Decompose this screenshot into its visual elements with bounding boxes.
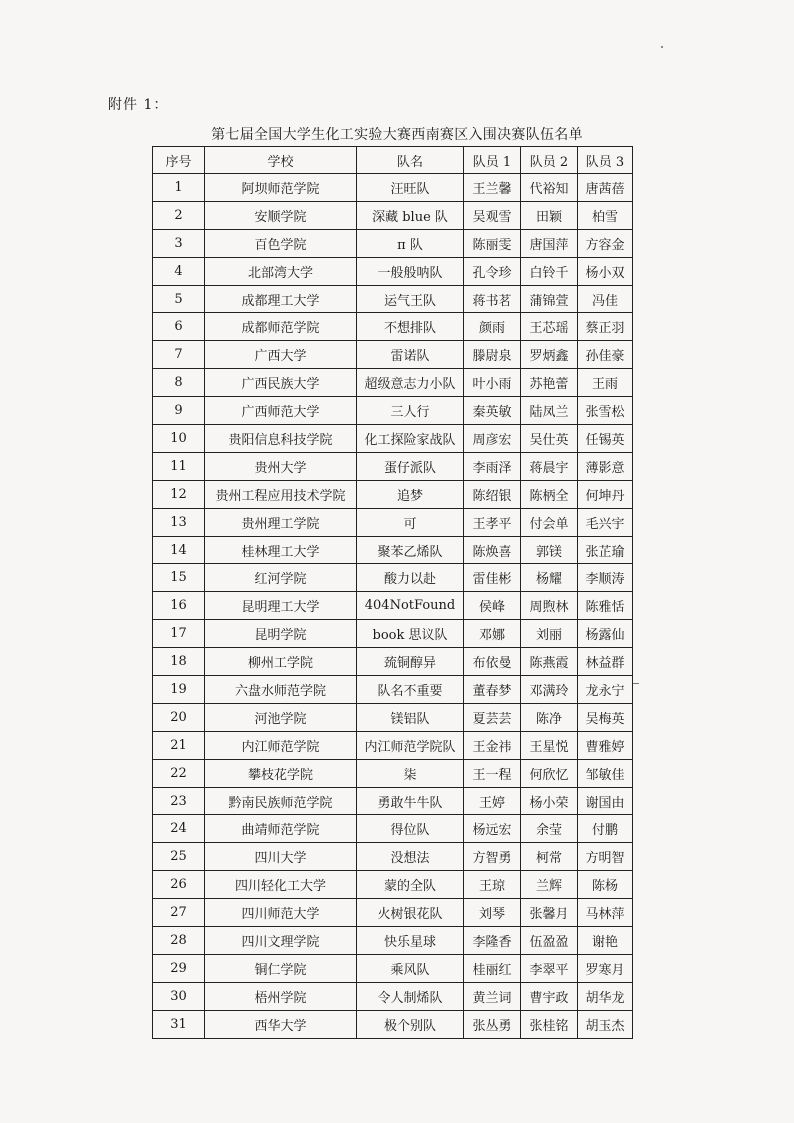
- cell-team: 蒙的全队: [357, 871, 464, 899]
- cell-member-2: 郭镁: [521, 536, 578, 564]
- cell-team: 雷诺队: [357, 341, 464, 369]
- cell-member-3: 方明智: [578, 843, 633, 871]
- table-row: [153, 731, 633, 759]
- table-row: [153, 397, 633, 425]
- cell-team: 得位队: [357, 815, 464, 843]
- cell-number: 2: [153, 201, 205, 229]
- header-team: 队名: [357, 147, 464, 174]
- cell-team: 镁铝队: [357, 703, 464, 731]
- cell-member-3: 方容金: [578, 229, 633, 257]
- cell-member-3: 邹敏佳: [578, 759, 633, 787]
- cell-school: 西华大学: [205, 1010, 357, 1038]
- cell-school: 梧州学院: [205, 982, 357, 1010]
- cell-school: 广西大学: [205, 341, 357, 369]
- cell-number: 22: [153, 759, 205, 787]
- cell-school: 攀枝花学院: [205, 759, 357, 787]
- cell-member-2: 刘丽: [521, 620, 578, 648]
- table-row: [153, 313, 633, 341]
- table-row: [153, 257, 633, 285]
- cell-member-3: 何坤丹: [578, 480, 633, 508]
- cell-school: 广西师范大学: [205, 397, 357, 425]
- cell-member-1: 王琼: [464, 871, 521, 899]
- cell-school: 红河学院: [205, 564, 357, 592]
- cell-school: 贵州工程应用技术学院: [205, 480, 357, 508]
- cell-member-2: 柯常: [521, 843, 578, 871]
- cell-member-2: 唐国萍: [521, 229, 578, 257]
- cell-team: 聚苯乙烯队: [357, 536, 464, 564]
- cell-member-3: 李顺涛: [578, 564, 633, 592]
- cell-team: 勇敢牛牛队: [357, 787, 464, 815]
- table-row: [153, 899, 633, 927]
- cell-member-3: 薄影意: [578, 452, 633, 480]
- table-row: [153, 285, 633, 313]
- cell-team: 深藏 blue 队: [357, 201, 464, 229]
- cell-number: 30: [153, 982, 205, 1010]
- cell-team: 巯铜醇异: [357, 648, 464, 676]
- cell-number: 14: [153, 536, 205, 564]
- cell-member-3: 任锡英: [578, 425, 633, 453]
- cell-member-2: 蒋晨宇: [521, 452, 578, 480]
- table-row: [153, 1010, 633, 1038]
- cell-member-2: 兰辉: [521, 871, 578, 899]
- cell-number: 9: [153, 397, 205, 425]
- cell-school: 北部湾大学: [205, 257, 357, 285]
- cell-team: π 队: [357, 229, 464, 257]
- cell-member-1: 王孝平: [464, 508, 521, 536]
- cell-team: 404NotFound: [357, 592, 464, 620]
- cell-member-3: 曹雅婷: [578, 731, 633, 759]
- cell-school: 昆明学院: [205, 620, 357, 648]
- cell-member-1: 张丛勇: [464, 1010, 521, 1038]
- cell-member-2: 白铃千: [521, 257, 578, 285]
- table-row: [153, 536, 633, 564]
- cell-member-3: 付鹏: [578, 815, 633, 843]
- table-row: [153, 759, 633, 787]
- cell-school: 成都理工大学: [205, 285, 357, 313]
- table-header-row: [153, 147, 633, 174]
- attachment-label: 附件 1：: [108, 97, 169, 113]
- cell-team: 超级意志力小队: [357, 369, 464, 397]
- cell-member-3: 陈雅恬: [578, 592, 633, 620]
- document-title: 第七届全国大学生化工实验大赛西南赛区入围决赛队伍名单: [211, 127, 583, 143]
- cell-member-3: 蔡正羽: [578, 313, 633, 341]
- cell-school: 曲靖师范学院: [205, 815, 357, 843]
- table-row: [153, 843, 633, 871]
- cell-school: 柳州工学院: [205, 648, 357, 676]
- cell-number: 8: [153, 369, 205, 397]
- cell-school: 河池学院: [205, 703, 357, 731]
- cell-member-1: 刘琴: [464, 899, 521, 927]
- cell-school: 贵州大学: [205, 452, 357, 480]
- cell-team: 队名不重要: [357, 676, 464, 704]
- cell-member-1: 王一程: [464, 759, 521, 787]
- cell-member-2: 苏艳蕾: [521, 369, 578, 397]
- cell-number: 23: [153, 787, 205, 815]
- cell-member-1: 董春梦: [464, 676, 521, 704]
- cell-member-2: 曹宇政: [521, 982, 578, 1010]
- cell-member-1: 桂丽红: [464, 954, 521, 982]
- cell-member-2: 罗炳鑫: [521, 341, 578, 369]
- cell-member-1: 周彦宏: [464, 425, 521, 453]
- cell-school: 广西民族大学: [205, 369, 357, 397]
- cell-member-1: 蒋书茗: [464, 285, 521, 313]
- cell-member-1: 秦英敏: [464, 397, 521, 425]
- cell-school: 四川师范大学: [205, 899, 357, 927]
- cell-member-1: 杨远宏: [464, 815, 521, 843]
- cell-school: 六盘水师范学院: [205, 676, 357, 704]
- cell-member-2: 伍盈盈: [521, 927, 578, 955]
- cell-team: 可: [357, 508, 464, 536]
- cell-number: 29: [153, 954, 205, 982]
- cell-member-2: 邓满玲: [521, 676, 578, 704]
- cell-member-3: 胡华龙: [578, 982, 633, 1010]
- cell-member-1: 王金祎: [464, 731, 521, 759]
- cell-school: 安顺学院: [205, 201, 357, 229]
- table-row: [153, 703, 633, 731]
- cell-member-2: 代裕知: [521, 174, 578, 202]
- cell-school: 贵州理工学院: [205, 508, 357, 536]
- header-member-1: 队员 1: [464, 147, 521, 174]
- cell-member-1: 王婷: [464, 787, 521, 815]
- table-row: [153, 369, 633, 397]
- cell-member-2: 杨耀: [521, 564, 578, 592]
- cell-number: 27: [153, 899, 205, 927]
- cell-team: 一般般呐队: [357, 257, 464, 285]
- cell-member-2: 张桂铭: [521, 1010, 578, 1038]
- cell-member-1: 夏芸芸: [464, 703, 521, 731]
- cell-member-2: 陈燕霞: [521, 648, 578, 676]
- header-number: 序号: [153, 147, 205, 174]
- table-row: [153, 592, 633, 620]
- cell-member-3: 谢艳: [578, 927, 633, 955]
- cell-school: 成都师范学院: [205, 313, 357, 341]
- table-row: [153, 676, 633, 704]
- cell-number: 12: [153, 480, 205, 508]
- cell-member-1: 滕尉泉: [464, 341, 521, 369]
- cell-member-2: 田颖: [521, 201, 578, 229]
- cell-member-3: 龙永宁: [578, 676, 633, 704]
- cell-member-2: 杨小荣: [521, 787, 578, 815]
- cell-member-3: 胡玉杰: [578, 1010, 633, 1038]
- cell-member-3: 王雨: [578, 369, 633, 397]
- cell-team: 令人制烯队: [357, 982, 464, 1010]
- cell-team: 火树银花队: [357, 899, 464, 927]
- cell-team: 乘风队: [357, 954, 464, 982]
- table-row: [153, 508, 633, 536]
- cell-member-3: 杨露仙: [578, 620, 633, 648]
- table-body: [153, 174, 633, 1039]
- cell-member-2: 陈净: [521, 703, 578, 731]
- cell-member-3: 冯佳: [578, 285, 633, 313]
- scan-mark: [633, 683, 639, 684]
- cell-member-1: 陈焕喜: [464, 536, 521, 564]
- cell-school: 桂林理工大学: [205, 536, 357, 564]
- cell-team: 蛋仔派队: [357, 452, 464, 480]
- cell-team: 没想法: [357, 843, 464, 871]
- cell-member-2: 王星悦: [521, 731, 578, 759]
- cell-number: 25: [153, 843, 205, 871]
- cell-member-1: 颜雨: [464, 313, 521, 341]
- table-row: [153, 564, 633, 592]
- cell-member-1: 叶小雨: [464, 369, 521, 397]
- cell-number: 16: [153, 592, 205, 620]
- cell-member-1: 陈绍银: [464, 480, 521, 508]
- cell-member-3: 毛兴宇: [578, 508, 633, 536]
- cell-member-1: 布依曼: [464, 648, 521, 676]
- cell-member-2: 何欣忆: [521, 759, 578, 787]
- cell-school: 四川文理学院: [205, 927, 357, 955]
- table-row: [153, 954, 633, 982]
- cell-member-3: 杨小双: [578, 257, 633, 285]
- table-row: [153, 787, 633, 815]
- cell-member-1: 吴观雪: [464, 201, 521, 229]
- table-row: [153, 815, 633, 843]
- cell-member-1: 黄兰词: [464, 982, 521, 1010]
- cell-number: 7: [153, 341, 205, 369]
- cell-member-3: 林益群: [578, 648, 633, 676]
- cell-number: 5: [153, 285, 205, 313]
- cell-number: 10: [153, 425, 205, 453]
- header-member-2: 队员 2: [521, 147, 578, 174]
- cell-number: 11: [153, 452, 205, 480]
- cell-team: 极个别队: [357, 1010, 464, 1038]
- cell-member-2: 陆凤兰: [521, 397, 578, 425]
- cell-number: 15: [153, 564, 205, 592]
- cell-number: 13: [153, 508, 205, 536]
- cell-member-1: 侯峰: [464, 592, 521, 620]
- cell-team: 汪旺队: [357, 174, 464, 202]
- cell-member-1: 雷佳彬: [464, 564, 521, 592]
- cell-member-1: 陈丽雯: [464, 229, 521, 257]
- cell-member-2: 付会单: [521, 508, 578, 536]
- header-school: 学校: [205, 147, 357, 174]
- cell-member-1: 王兰馨: [464, 174, 521, 202]
- cell-member-2: 张馨月: [521, 899, 578, 927]
- cell-number: 19: [153, 676, 205, 704]
- cell-number: 20: [153, 703, 205, 731]
- cell-school: 四川大学: [205, 843, 357, 871]
- table-row: [153, 480, 633, 508]
- cell-team: 酸力以赴: [357, 564, 464, 592]
- cell-team: 三人行: [357, 397, 464, 425]
- cell-member-2: 李翠平: [521, 954, 578, 982]
- table-row: [153, 620, 633, 648]
- table-row: [153, 927, 633, 955]
- cell-team: 化工探险家战队: [357, 425, 464, 453]
- table-row: [153, 982, 633, 1010]
- cell-team: 追梦: [357, 480, 464, 508]
- table-row: [153, 425, 633, 453]
- table-row: [153, 229, 633, 257]
- cell-number: 26: [153, 871, 205, 899]
- cell-school: 百色学院: [205, 229, 357, 257]
- cell-team: 柒: [357, 759, 464, 787]
- cell-member-1: 方智勇: [464, 843, 521, 871]
- cell-member-2: 吴仕英: [521, 425, 578, 453]
- cell-school: 四川轻化工大学: [205, 871, 357, 899]
- cell-member-3: 张芷瑜: [578, 536, 633, 564]
- table-row: [153, 341, 633, 369]
- cell-number: 17: [153, 620, 205, 648]
- table-row: [153, 201, 633, 229]
- cell-number: 4: [153, 257, 205, 285]
- header-member-3: 队员 3: [578, 147, 633, 174]
- cell-member-3: 张雪松: [578, 397, 633, 425]
- cell-team: 运气王队: [357, 285, 464, 313]
- cell-member-3: 柏雪: [578, 201, 633, 229]
- cell-member-1: 李雨泽: [464, 452, 521, 480]
- cell-member-1: 邓娜: [464, 620, 521, 648]
- cell-number: 1: [153, 174, 205, 202]
- cell-team: 不想排队: [357, 313, 464, 341]
- table-row: [153, 871, 633, 899]
- cell-number: 3: [153, 229, 205, 257]
- cell-number: 31: [153, 1010, 205, 1038]
- cell-member-2: 陈柄全: [521, 480, 578, 508]
- cell-school: 内江师范学院: [205, 731, 357, 759]
- cell-member-2: 周煦林: [521, 592, 578, 620]
- cell-member-1: 孔令珍: [464, 257, 521, 285]
- cell-number: 6: [153, 313, 205, 341]
- cell-number: 18: [153, 648, 205, 676]
- cell-team: book 思议队: [357, 620, 464, 648]
- cell-member-1: 李隆香: [464, 927, 521, 955]
- table-row: [153, 648, 633, 676]
- cell-team: 内江师范学院队: [357, 731, 464, 759]
- table-row: [153, 452, 633, 480]
- cell-team: 快乐星球: [357, 927, 464, 955]
- cell-school: 昆明理工大学: [205, 592, 357, 620]
- cell-member-3: 陈杨: [578, 871, 633, 899]
- finalist-teams-table: [152, 146, 633, 1039]
- cell-school: 黔南民族师范学院: [205, 787, 357, 815]
- cell-member-3: 罗寒月: [578, 954, 633, 982]
- table-row: [153, 174, 633, 202]
- cell-member-3: 马林萍: [578, 899, 633, 927]
- cell-member-3: 孙佳豪: [578, 341, 633, 369]
- cell-member-2: 蒲锦萱: [521, 285, 578, 313]
- cell-number: 24: [153, 815, 205, 843]
- cell-member-2: 余莹: [521, 815, 578, 843]
- cell-member-3: 吴梅英: [578, 703, 633, 731]
- scan-speck: [661, 46, 663, 48]
- cell-school: 贵阳信息科技学院: [205, 425, 357, 453]
- cell-number: 28: [153, 927, 205, 955]
- cell-school: 铜仁学院: [205, 954, 357, 982]
- cell-school: 阿坝师范学院: [205, 174, 357, 202]
- cell-number: 21: [153, 731, 205, 759]
- cell-member-2: 王芯瑶: [521, 313, 578, 341]
- cell-member-3: 谢国由: [578, 787, 633, 815]
- cell-member-3: 唐茜蓓: [578, 174, 633, 202]
